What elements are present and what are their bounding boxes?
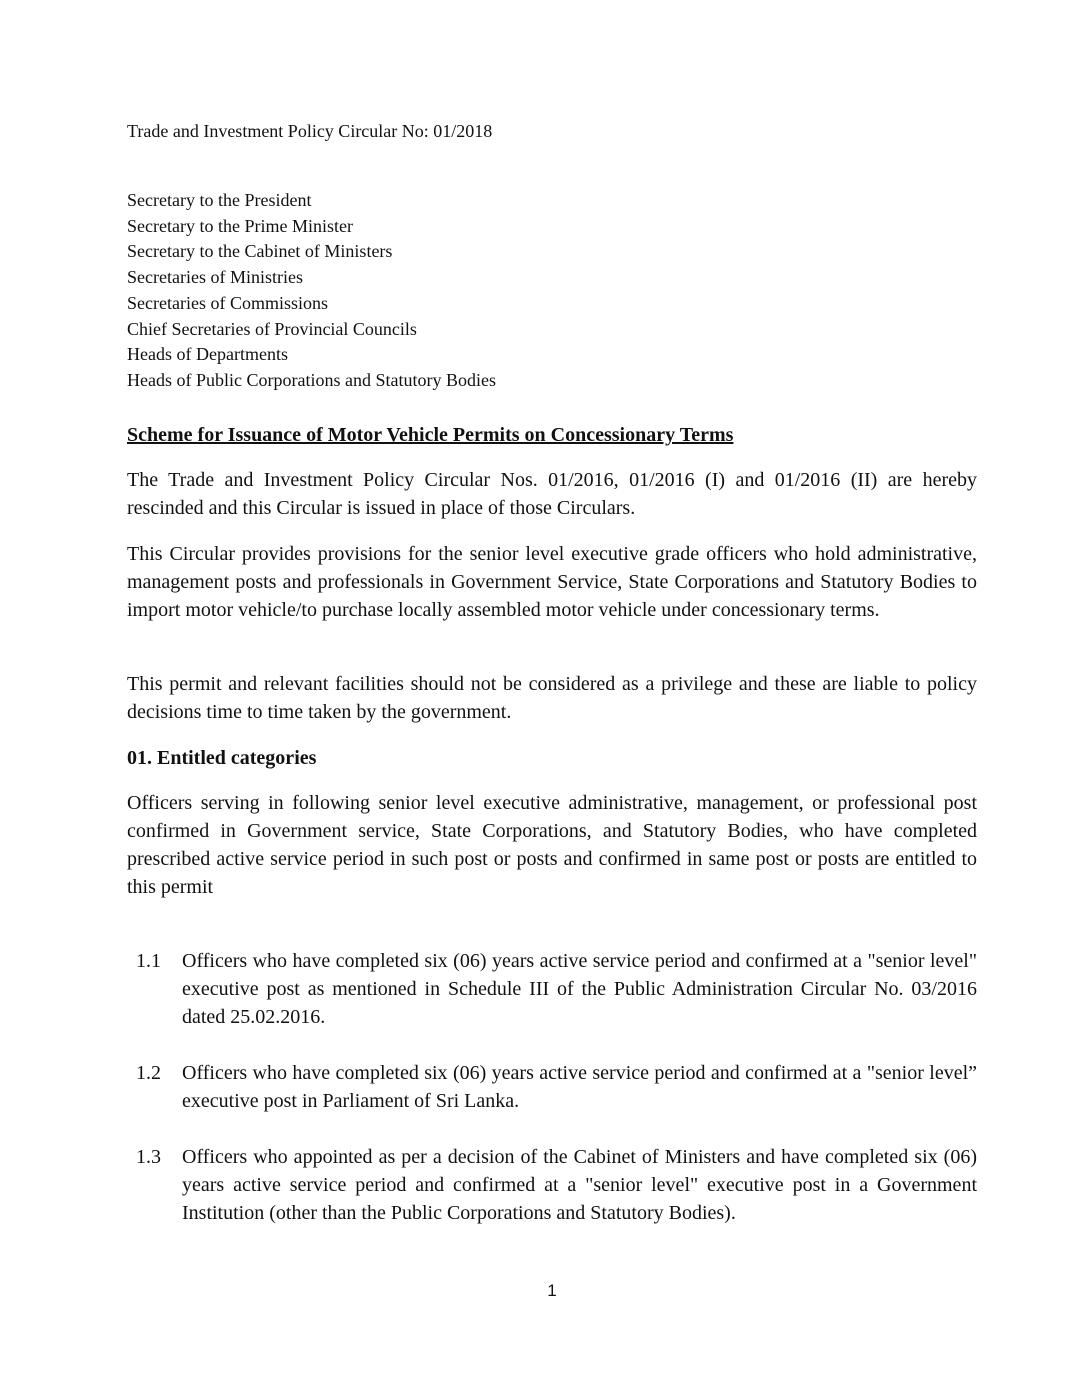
paragraph-circular-provisions: This Circular provides provisions for the senior level executive grade officers who hold administrative, management posts and professionals in Government Service, State Corporations and Statutory Bodies to import motor vehicle/to purchase locally assembled motor vehicle under concessionary terms.	[127, 543, 977, 621]
list-item-number: 1.1	[136, 950, 161, 972]
list-item-text: Officers who have completed six (06) years active service period and confirmed at a "senior level" executive post as mentioned in Schedule III of the Public Administration Circular No. 03/2016 dated 25.02.2016.	[182, 950, 977, 1028]
addressee-item: Heads of Public Corporations and Statutory Bodies	[127, 369, 496, 390]
circular-number: Trade and Investment Policy Circular No: 01/2018	[127, 121, 493, 141]
list-item-number: 1.2	[136, 1062, 161, 1084]
addressee-item: Secretary to the President	[127, 190, 312, 210]
page-number: 1	[547, 1281, 557, 1300]
addressee-item: Heads of Departments	[127, 344, 288, 365]
addressee-item: Chief Secretaries of Provincial Councils	[127, 318, 417, 339]
addressee-item: Secretary to the Cabinet of Ministers	[127, 241, 393, 262]
addressee-item: Secretaries of Ministries	[127, 267, 303, 288]
addressee-item: Secretary to the Prime Minister	[127, 215, 353, 236]
section-heading-entitled-categories: 01. Entitled categories	[127, 747, 317, 769]
subject-heading: Scheme for Issuance of Motor Vehicle Permits on Concessionary Terms	[127, 424, 734, 446]
addressee-item: Secretaries of Commissions	[127, 292, 328, 313]
list-item-text: Officers who appointed as per a decision of the Cabinet of Ministers and have completed six (06) years active service period and confirmed at a "senior level" executive post in a Government Institution (other than the Public Corporations and Statutory Bodies).	[182, 1146, 977, 1224]
list-item-number: 1.3	[136, 1146, 161, 1168]
list-item-text: Officers who have completed six (06) years active service period and confirmed at a "senior level” executive post in Parliament of Sri Lanka.	[182, 1062, 977, 1112]
paragraph-rescinded-circulars: The Trade and Investment Policy Circular Nos. 01/2016, 01/2016 (I) and 01/2016 (II) are hereby rescinded and this Circular is issued in place of those Circulars.	[127, 469, 977, 519]
paragraph-permit-liability: This permit and relevant facilities should not be considered as a privilege and these are liable to policy decisions time to time taken by the government.	[127, 673, 977, 723]
addressee-list	[127, 188, 496, 394]
paragraph-entitlement-intro: Officers serving in following senior level executive administrative, management, or professional post confirmed in Government service, State Corporations, and Statutory Bodies, who have completed prescribed active service period in such post or posts and confirmed in same post or posts are entitled to this permit	[127, 792, 977, 898]
